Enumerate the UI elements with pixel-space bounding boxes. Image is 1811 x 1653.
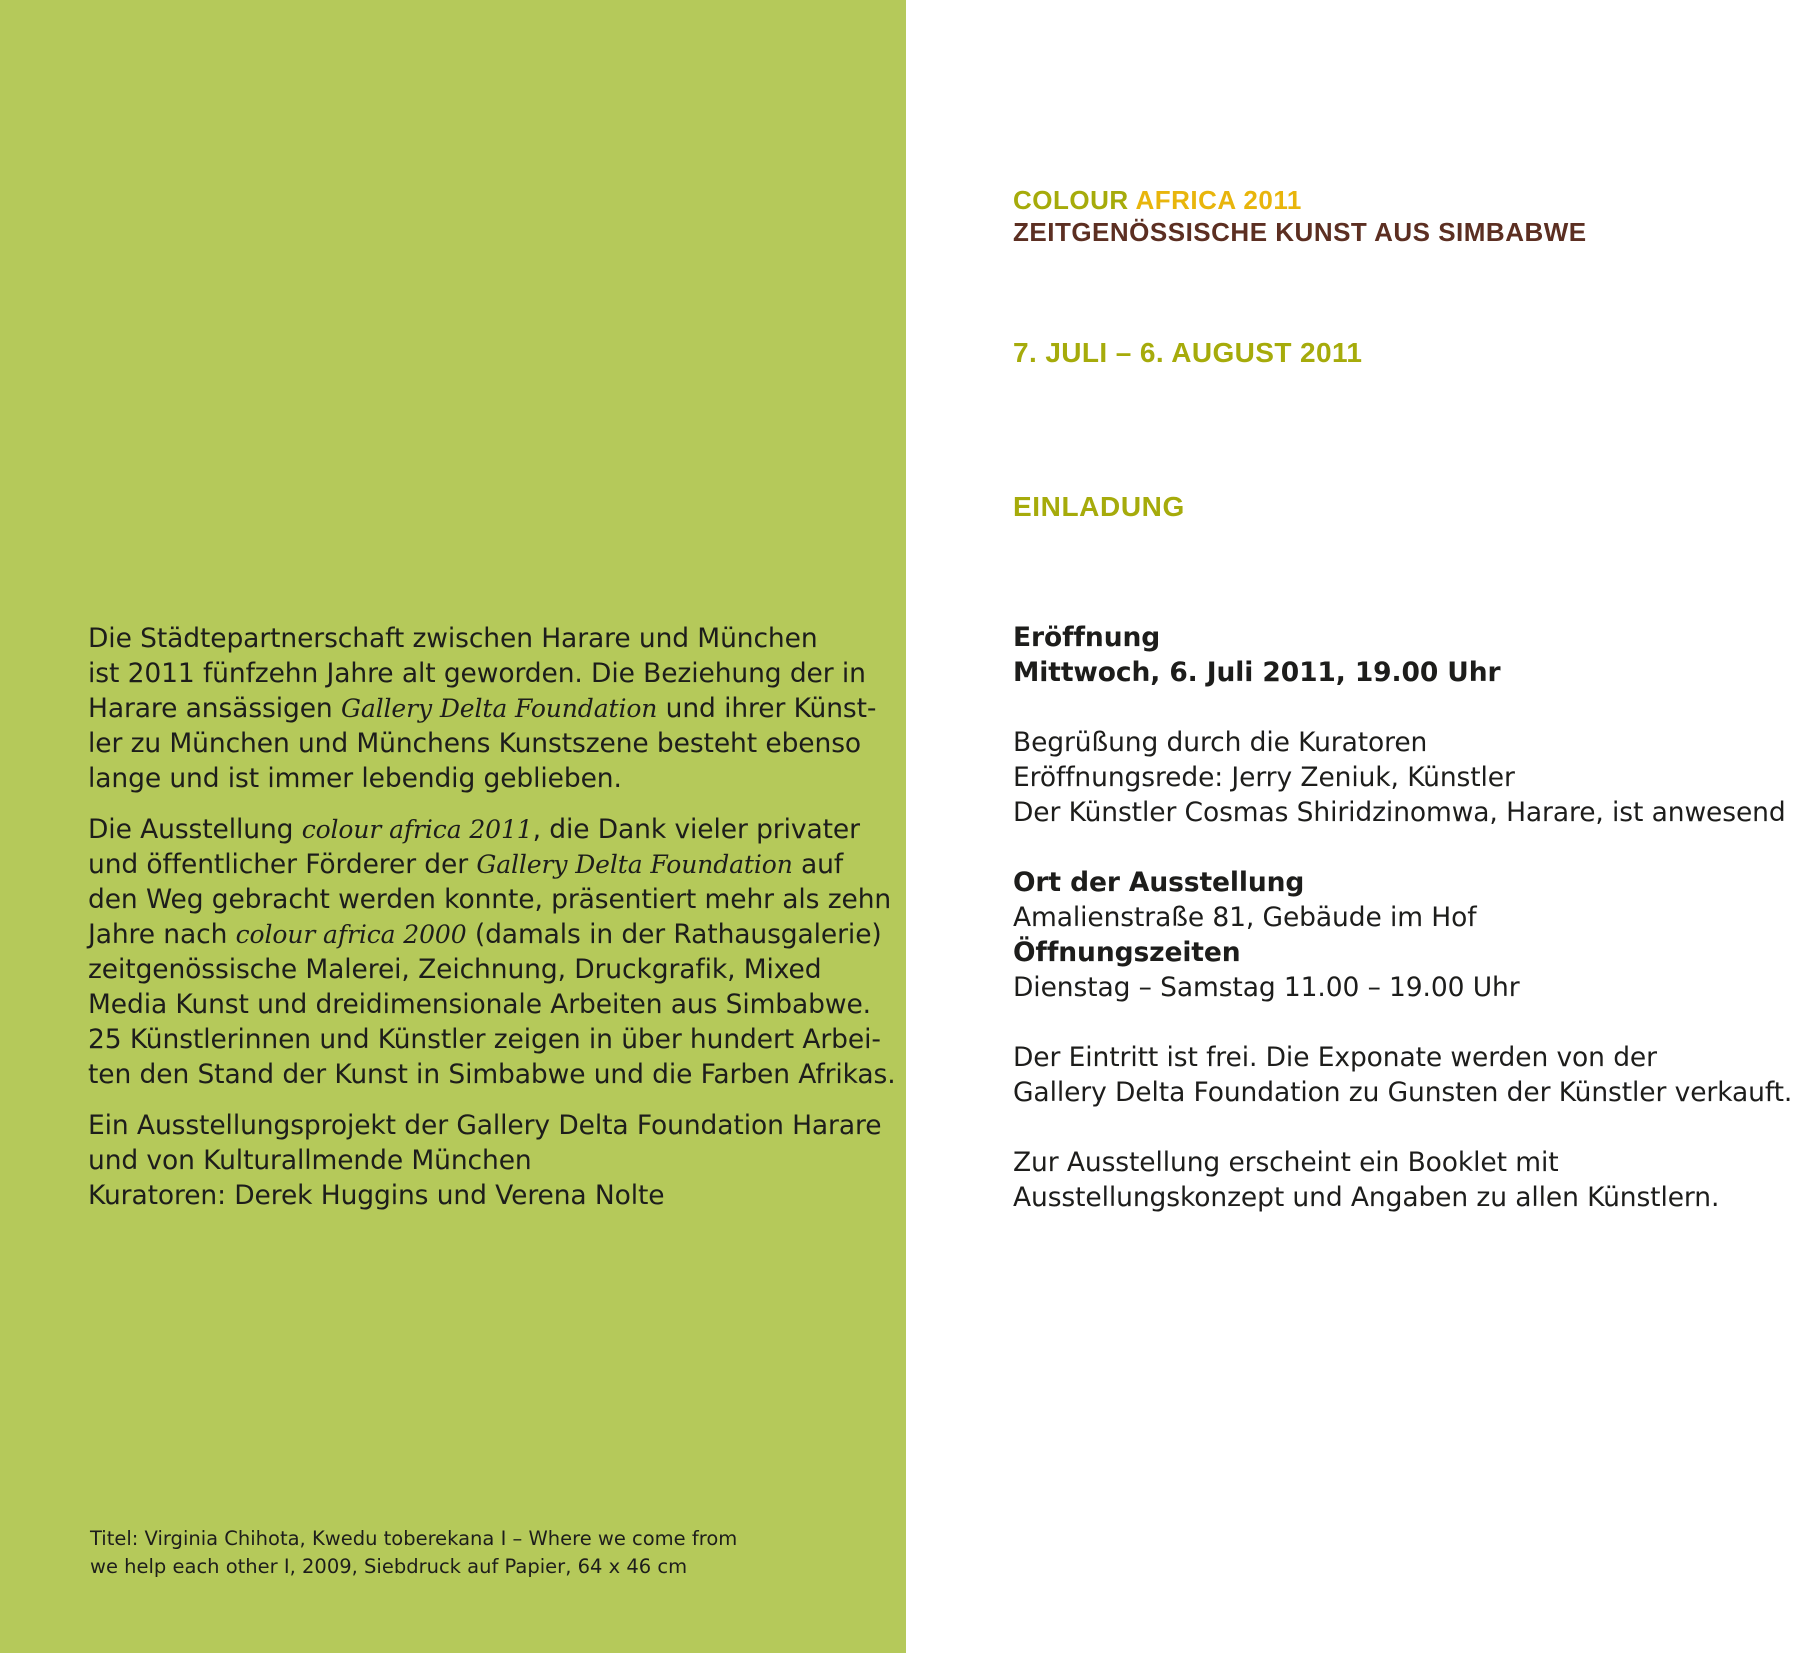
caption-line: Titel: Virginia Chihota, Kwedu toberekana I – Where we come from [90,1527,738,1550]
exhibition-dates: 7. JULI – 6. AUGUST 2011 [1013,337,1363,368]
intro-paragraph-1 [88,621,877,796]
entry-line: Gallery Delta Foundation zu Gunsten der Künstler verkauft. [1013,1077,1793,1108]
booklet-line: Zur Ausstellung erscheint ein Booklet mit [1013,1147,1559,1178]
intro-line [88,691,877,726]
entry-line: Der Eintritt ist frei. Die Exponate werden von der [1013,1042,1657,1073]
intro-line: 25 Künstlerinnen und Künstler zeigen in über hundert Arbei- [88,1024,881,1055]
intro-paragraph-2 [88,812,896,1092]
intro-line [88,812,868,847]
exhibition-subtitle: ZEITGENÖSSISCHE KUNST AUS SIMBABWE [1013,217,1587,247]
intro-paragraph-3 [88,1108,882,1213]
intro-line: zeitgenössische Malerei, Zeichnung, Druckgrafik, Mixed [88,954,822,985]
intro-line: und von Kulturallmende München [88,1145,532,1176]
spacer [1013,1005,1793,1040]
intro-line: Die Städtepartnerschaft zwischen Harare und München [88,623,818,654]
caption-line: we help each other I, 2009, Siebdruck auf Papier, 64 x 46 cm [90,1555,688,1578]
intro-text-fragment: Jahre nach [88,919,236,950]
intro-text-fragment: Harare ansässigen [88,693,341,724]
intro-text-fragment: Die Ausstellung [88,814,302,845]
speech-line: Eröffnungsrede: Jerry Zeniuk, Künstler [1013,762,1515,793]
intro-line: Kuratoren: Derek Huggins und Verena Nolte [88,1180,665,1211]
intro-text-fragment: und ihrer Künst- [657,693,877,724]
intro-line [88,847,868,882]
intro-text-fragment: und öffentlicher Förderer der [88,849,477,880]
intro-line: ten den Stand der Kunst in Simbabwe und die Farben Afrikas. [88,1059,896,1090]
title-part-1: COLOUR [1013,185,1129,215]
intro-line: ler zu München und Münchens Kunstszene besteht ebenso [88,728,862,759]
intro-emphasis: Gallery Delta Foundation [476,850,793,879]
spacer [1013,830,1793,865]
intro-text-fragment: auf [792,849,844,880]
spacer [1013,690,1793,725]
intro-line: den Weg gebracht werden konnte, präsentiert mehr als zehn [88,884,892,915]
exhibition-title [1013,184,1587,248]
image-caption [90,1525,790,1581]
intro-line [88,917,882,952]
intro-line: lange und ist immer lebendig geblieben. [88,763,622,794]
greeting-line: Begrüßung durch die Kuratoren [1013,727,1428,758]
opening-label: Eröffnung [1013,622,1161,653]
intro-line: ist 2011 fünfzehn Jahre alt geworden. Die Beziehung der in [88,658,866,689]
title-row [1013,184,1587,216]
invitation-label: EINLADUNG [1013,491,1185,522]
intro-emphasis: colour africa 2011 [301,815,533,844]
intro-line: Media Kunst und dreidimensionale Arbeiten aus Simbabwe. [88,989,871,1020]
title-part-2: AFRICA 2011 [1135,185,1302,215]
intro-text-fragment: (damals in der Rathausgalerie) [466,919,882,950]
opening-hours: Dienstag – Samstag 11.00 – 19.00 Uhr [1013,972,1520,1003]
artist-present-line: Der Künstler Cosmas Shiridzinomwa, Harare, ist anwesend [1013,797,1786,828]
intro-emphasis: Gallery Delta Foundation [340,694,658,723]
intro-text [88,621,896,1229]
intro-line: Ein Ausstellungsprojekt der Gallery Delta Foundation Harare [88,1110,882,1141]
intro-text-fragment: , die Dank vieler privater [532,814,860,845]
opening-date: Mittwoch, 6. Juli 2011, 19.00 Uhr [1013,657,1501,688]
venue-address: Amalienstraße 81, Gebäude im Hof [1013,902,1477,933]
event-details [1013,620,1793,1215]
hours-label: Öffnungszeiten [1013,937,1241,968]
spacer [1013,1110,1793,1145]
booklet-line: Ausstellungskonzept und Angaben zu allen Künstlern. [1013,1182,1720,1213]
intro-emphasis: colour africa 2000 [235,920,467,949]
venue-label: Ort der Ausstellung [1013,867,1305,898]
